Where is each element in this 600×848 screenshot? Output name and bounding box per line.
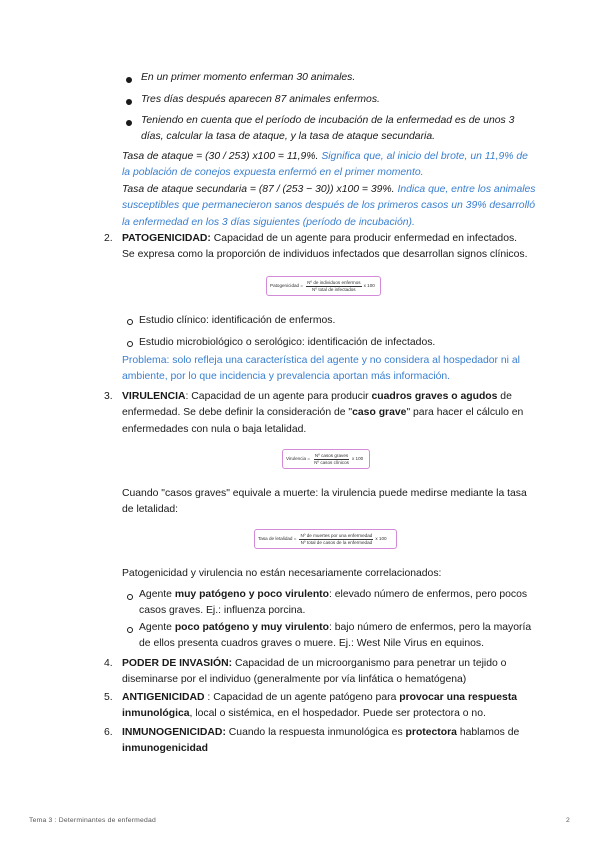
formula-rhs: x 100: [351, 456, 364, 462]
sub-item-text: : bajo número de enfermos, pero la mayoría de ellos presenta cuadros graves o muere. Ej.: West Nile Virus en equinos.: [139, 622, 532, 650]
invasion-paragraph: [122, 656, 532, 689]
sub-item-bold: muy patógeno y poco virulento: [174, 589, 329, 600]
immunogenicity-text: Cuando la respuesta inmunológica es: [225, 727, 406, 738]
invasion-text: Capacidad de un microorganismo para penetrar un tejido o diseminarse por el individuo (generalmente por vía linfática o hematógena): [122, 658, 507, 686]
page-number: 2: [566, 817, 570, 824]
attack-rate-note: Significa que, al inicio del brote, un 11,9% de la población de conejos expuesta enfermó en el primer momento.: [122, 151, 528, 179]
virulence-paragraph: [122, 389, 532, 438]
bullet-item: [141, 70, 541, 86]
sub-item-text: Agente: [139, 589, 175, 600]
formula-fraction: [299, 533, 373, 545]
bullet-item: [141, 92, 541, 108]
immunogenicity-text: hablamos de: [456, 727, 520, 738]
virulence-title: VIRULENCIA: [122, 391, 186, 402]
item-number: 6.: [104, 727, 113, 738]
pathogenicity-formula: [266, 276, 381, 296]
item-number: 3.: [104, 391, 113, 402]
sub-item-bold: poco patógeno y muy virulento: [174, 622, 329, 633]
secondary-attack-rate-formula: Tasa de ataque secundaria = (87 / (253 − 30)) x100 = 39%.: [122, 184, 395, 195]
immunogenicity-bold: inmunogenicidad: [122, 743, 209, 755]
antigenicity-paragraph: [122, 690, 532, 723]
antigenicity-title: ANTIGENICIDAD: [122, 692, 205, 703]
formula-numerator: Nº de individuos enfermos: [307, 279, 361, 285]
sub-item-text: Estudio microbiológico o serológico: identificación de infectados.: [139, 337, 436, 348]
formula-denominator: Nº total de infectados: [312, 286, 356, 292]
sub-item: [139, 620, 532, 653]
antigenicity-bold: provocar una respuesta inmunológica: [122, 692, 518, 720]
sub-item-text: Estudio clínico: identificación de enfermos.: [139, 315, 336, 326]
pathogenicity-problem: Problema: solo refleja una característica del agente y no considera al hospedador ni al ambiente, por lo que incidencia y prevalencia aportan más información.: [122, 355, 520, 383]
immunogenicity-bold: protectora: [405, 727, 457, 738]
bullet-dot: [126, 120, 132, 126]
formula-denominator: Nº casos clínicos: [314, 459, 349, 465]
lethality-formula: [254, 529, 397, 549]
bullet-dot: [126, 77, 132, 83]
pathogenicity-title: PATOGENICIDAD:: [122, 233, 211, 244]
formula-denominator: Nº total de casos de la enfermedad: [300, 539, 373, 545]
sub-bullet-circle: [127, 594, 133, 600]
secondary-attack-rate-paragraph: [122, 182, 538, 231]
formula-rhs: x 100: [375, 536, 387, 542]
sub-item-text: Agente: [139, 622, 175, 633]
formula-numerator: Nº de muertes por una enfermedad: [300, 532, 373, 538]
formula-rhs: x 100: [363, 283, 375, 289]
bullet-item: [141, 113, 531, 146]
pathogenicity-text: Capacidad de un agente para producir enfermedad en infectados. Se expresa como la proporción de individuos infectados que desarrollan signos clínicos.: [122, 233, 528, 261]
sub-item-text: : elevado número de enfermos, pero pocos casos graves. Ej.: influenza porcina.: [139, 589, 528, 617]
immunogenicity-title: INMUNOGENICIDAD:: [122, 727, 226, 738]
formula-numerator: Nº casos graves: [314, 452, 349, 458]
formula-lhs: Patogenicidad =: [270, 283, 304, 289]
virulence-bold: cuadros graves o agudos: [371, 391, 498, 402]
attack-rate-formula: Tasa de ataque = (30 / 253) x100 = 11,9%.: [122, 151, 319, 162]
secondary-attack-rate-note: Indica que, entre los animales susceptibles que permanecieron sanos después de los primeros casos un 39% desarrolló la enfermedad en los 3 días siguientes (período de incubación).: [122, 184, 536, 228]
immunogenicity-paragraph: [122, 725, 532, 758]
antigenicity-text: : Capacidad de un agente patógeno para: [204, 692, 400, 703]
item-number: 4.: [104, 658, 113, 669]
pathogenicity-paragraph: [122, 231, 532, 264]
invasion-title: PODER DE INVASIÓN:: [122, 658, 233, 669]
formula-fraction: [313, 453, 350, 465]
virulence-bold: caso grave: [352, 407, 407, 419]
bullet-text: En un primer momento enferman 30 animales.: [141, 72, 356, 83]
sub-bullet-circle: [127, 627, 133, 633]
item-number: 2.: [104, 233, 113, 244]
sub-bullet-circle: [127, 319, 133, 325]
formula-lhs: Tasa de letalidad =: [258, 536, 297, 542]
virulence-text: de enfermedad. Se debe definir la consideración de ": [122, 391, 512, 419]
sub-item: [139, 335, 529, 351]
sub-bullet-circle: [127, 341, 133, 347]
bullet-dot: [126, 99, 132, 105]
formula-fraction: [306, 280, 362, 292]
sub-item: [139, 587, 532, 620]
attack-rate-paragraph: [122, 149, 538, 182]
bullet-text: Teniendo en cuenta que el período de incubación de la enfermedad es de unos 3 días, calcular la tasa de ataque, y la tasa de ataque secundaria.: [141, 115, 515, 143]
correlation-paragraph: Patogenicidad y virulencia no están necesariamente correlacionados:: [122, 568, 442, 579]
footer-title: Tema 3 : Determinantes de enfermedad: [29, 817, 156, 824]
antigenicity-text: , local o sistémica, en el hospedador. Puede ser protectora o no.: [189, 708, 486, 720]
virulence-formula: [282, 449, 370, 469]
formula-lhs: Virulencia =: [286, 456, 311, 462]
virulence-text: " para hacer el cálculo en enfermedades con nula o baja letalidad.: [122, 407, 524, 435]
bullet-text: Tres días después aparecen 87 animales enfermos.: [141, 94, 380, 105]
lethality-paragraph: Cuando "casos graves" equivale a muerte: la virulencia puede medirse mediante la tasa de letalidad:: [122, 488, 527, 516]
virulence-text: : Capacidad de un agente para producir: [185, 391, 372, 402]
sub-item: [139, 313, 529, 329]
item-number: 5.: [104, 692, 113, 703]
